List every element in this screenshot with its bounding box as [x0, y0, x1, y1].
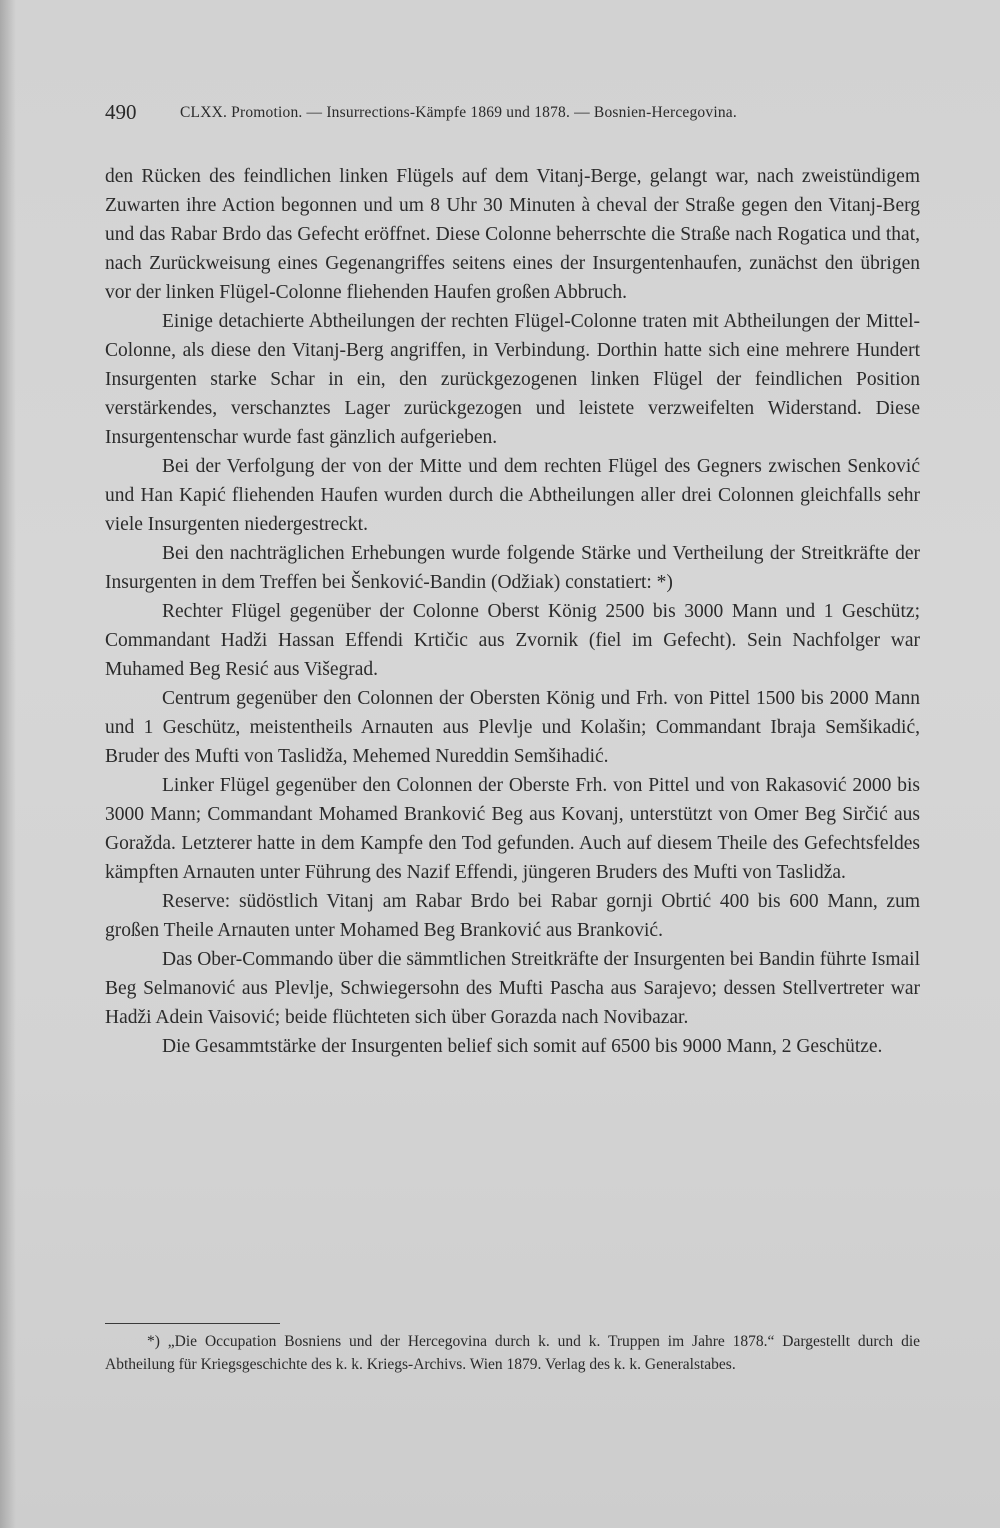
- body-text: [105, 162, 920, 1061]
- paragraph-3: Bei der Verfolgung der von der Mitte und dem rechten Flügel des Gegners zwischen Senković und Han Kapić fliehenden Haufen wurden durch die Abtheilungen aller drei Colonnen gleichfalls sehr viele Insurgenten niedergestreckt.: [105, 456, 920, 535]
- page-number: 490: [105, 100, 137, 124]
- paragraph-1: den Rücken des feindlichen linken Flügels auf dem Vitanj-Berge, gelangt war, nach zweistündigem Zuwarten ihre Action begonnen und um 8 Uhr 30 Minuten à cheval der Straße gegen den Vitanj-Berg und das Rabar Brdo das Gefecht eröffnet. Diese Colonne beherrschte die Straße nach Rogatica und that, nach Zurückweisung eines Gegenangriffes seitens eines der Insurgentenhaufen, zunächst den übrigen vor der linken Flügel-Colonne fliehenden Haufen großen Abbruch.: [105, 166, 920, 303]
- paragraph-9: Das Ober-Commando über die sämmtlichen Streitkräfte der Insurgenten bei Bandin führte Ismail Beg Selmanović aus Plevlje, Schwiegersohn des Mufti Pascha aus Sarajevo; dessen Stellvertreter war Hadži Adein Vaisović; beide flüchteten sich über Gorazda nach Novibazar.: [105, 949, 920, 1028]
- paragraph-5: Rechter Flügel gegenüber der Colonne Oberst König 2500 bis 3000 Mann und 1 Geschütz; Commandant Hadži Hassan Effendi Krtičic aus Zvornik (fiel im Gefecht). Sein Nachfolger war Muhamed Beg Resić aus Višegrad.: [105, 601, 920, 680]
- page-header: [105, 100, 920, 130]
- footnote: [105, 1330, 920, 1376]
- footnote-rule: [105, 1323, 280, 1324]
- running-head: CLXX. Promotion. — Insurrections-Kämpfe 1869 und 1878. — Bosnien-Hercegovina.: [180, 104, 737, 121]
- paragraph-2: Einige detachierte Abtheilungen der rechten Flügel-Colonne traten mit Abtheilungen der Mittel-Colonne, als diese den Vitanj-Berg angriffen, in Verbindung. Dorthin hatte sich eine mehrere Hundert Insurgenten starke Schar in ein, den zurückgezogenen linken Flügel der feindlichen Position verstärkendes, verschanztes Lager zurückgezogen und leistete verzweifelten Widerstand. Diese Insurgentenschar wurde fast gänzlich aufgerieben.: [105, 311, 920, 448]
- paragraph-10: Die Gesammtstärke der Insurgenten belief sich somit auf 6500 bis 9000 Mann, 2 Geschütze.: [162, 1036, 883, 1057]
- footnote-text: *) „Die Occupation Bosniens und der Hercegovina durch k. und k. Truppen im Jahre 1878.“ Dargestellt durch die Abtheilung für Kriegsgeschichte des k. k. Kriegs-Archivs. Wien 1879. Verlag des k. k. Generalstabes.: [105, 1333, 920, 1373]
- paragraph-6: Centrum gegenüber den Colonnen der Obersten König und Frh. von Pittel 1500 bis 2000 Mann und 1 Geschütz, meistentheils Arnauten aus Plevlje und Kolašin; Commandant Ibraja Semšikadić, Bruder des Mufti von Taslidža, Mehemed Nureddin Semšihadić.: [105, 688, 920, 767]
- paragraph-4: Bei den nachträglichen Erhebungen wurde folgende Stärke und Vertheilung der Streitkräfte der Insurgenten in dem Treffen bei Šenković-Bandin (Odžiak) constatiert: *): [105, 543, 920, 593]
- paragraph-7: Linker Flügel gegenüber den Colonnen der Oberste Frh. von Pittel und von Rakasović 2000 bis 3000 Mann; Commandant Mohamed Branković Beg aus Kovanj, unterstützt von Omer Beg Sirčić aus Goražda. Letzterer hatte in dem Kampfe den Tod gefunden. Auch auf diesem Theile des Gefechtsfeldes kämpften Arnauten unter Führung des Nazif Effendi, jüngeren Bruders des Mufti von Taslidža.: [105, 775, 920, 883]
- scan-edge-shadow: [0, 0, 16, 1528]
- paragraph-8: Reserve: südöstlich Vitanj am Rabar Brdo bei Rabar gornji Obrtić 400 bis 600 Mann, zum großen Theile Arnauten unter Mohamed Beg Branković aus Branković.: [105, 891, 920, 941]
